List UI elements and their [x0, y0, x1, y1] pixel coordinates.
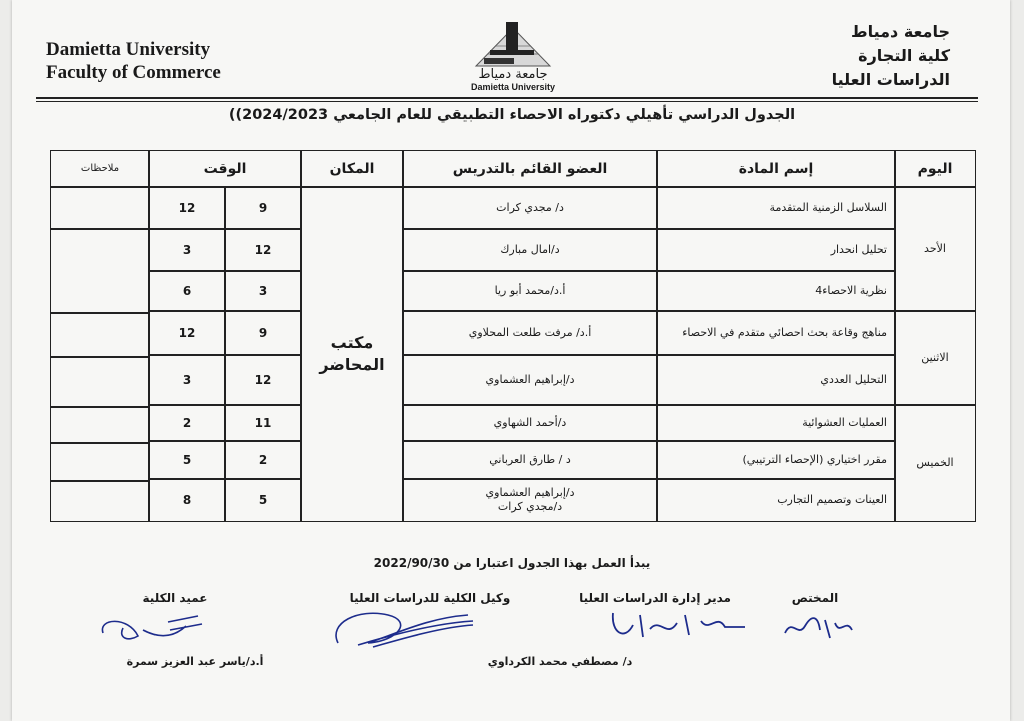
notes-cell — [50, 356, 150, 408]
specialist-title: المختص — [791, 591, 839, 605]
time-to-cell: 3 — [148, 228, 226, 272]
subject-cell: العمليات العشوائية — [656, 404, 896, 442]
subject-cell: العينات وتصميم التجارب — [656, 478, 896, 522]
header-time: الوقت — [148, 150, 302, 188]
dean-signature-icon — [98, 608, 208, 648]
instructor-cell: د / طارق العرباني — [402, 440, 658, 480]
vice-dean-signature-icon — [328, 603, 478, 653]
notes-cell — [50, 228, 150, 314]
faculty-name-ar: كلية التجارة — [858, 46, 950, 65]
day-cell-thursday: الخميس — [894, 404, 976, 522]
time-from-cell: 2 — [224, 440, 302, 480]
header-notes — [50, 150, 150, 188]
instructor-name: د/إبراهيم العشماوي — [485, 486, 575, 499]
dean-title: عميد الكلية — [142, 591, 208, 605]
schedule-table — [50, 150, 976, 522]
time-to-cell: 12 — [148, 186, 226, 230]
logo-text-ar: جامعة دمياط — [478, 67, 548, 82]
header-notes-label: ملاحظات — [80, 163, 120, 174]
day-cell-monday: الاثنين — [894, 310, 976, 406]
time-from-cell: 11 — [224, 404, 302, 442]
notes-cell — [50, 312, 150, 358]
time-from-cell: 9 — [224, 186, 302, 230]
header-divider — [36, 97, 978, 99]
arabic-header — [832, 20, 950, 92]
subject-cell: مقرر اختياري (الإحصاء الترتيبي) — [656, 440, 896, 480]
university-logo — [458, 18, 568, 96]
time-from-cell: 3 — [224, 270, 302, 312]
instructor-cell: أ.د/محمد أبو ريا — [402, 270, 658, 312]
schedule-title: الجدول الدراسي تأهيلي دكتوراه الاحصاء التطبيقي للعام الجامعي 2024/2023)) — [228, 107, 796, 123]
header-subject: إسم المادة — [656, 150, 896, 188]
university-name-en: Damietta University — [46, 39, 211, 60]
vice-dean-name: د/ مصطفي محمد الكرداوي — [487, 655, 633, 668]
header-location: المكان — [300, 150, 404, 188]
subject-cell: التحليل العددي — [656, 354, 896, 406]
location-line-2: المحاضر — [319, 355, 385, 374]
logo-emblem-icon — [468, 18, 558, 68]
subject-cell: نظرية الاحصاء4 — [656, 270, 896, 312]
time-from-cell: 5 — [224, 478, 302, 522]
time-to-cell: 12 — [148, 310, 226, 356]
director-title: مدير إدارة الدراسات العليا — [579, 591, 731, 605]
location-line-1: مكتب — [330, 333, 374, 352]
time-to-cell: 6 — [148, 270, 226, 312]
university-name-ar: جامعة دمياط — [850, 22, 950, 41]
instructor-name-2: د/مجدي كرات — [497, 500, 563, 513]
notes-cell — [50, 406, 150, 444]
notes-cell — [50, 480, 150, 522]
logo-text-en: Damietta University — [470, 82, 556, 92]
time-to-cell: 3 — [148, 354, 226, 406]
english-header — [46, 38, 221, 84]
vice-dean-title: وكيل الكلية للدراسات العليا — [349, 591, 511, 605]
director-signature-icon — [605, 603, 755, 648]
instructor-cell: أ.د/ مرفت طلعت المحلاوي — [402, 310, 658, 356]
dean-name: أ.د/ياسر عبد العزيز سمرة — [126, 655, 264, 668]
instructor-cell: د/امال مبارك — [402, 228, 658, 272]
specialist-signature-icon — [780, 608, 860, 648]
time-from-cell: 12 — [224, 354, 302, 406]
department-name-ar: الدراسات العليا — [831, 70, 950, 89]
faculty-name-en: Faculty of Commerce — [46, 62, 221, 83]
instructor-cell: د/إبراهيم العشماوي — [402, 354, 658, 406]
day-cell-sunday: الأحد — [894, 186, 976, 312]
notes-cell — [50, 442, 150, 482]
subject-cell: السلاسل الزمنية المتقدمة — [656, 186, 896, 230]
header-day: اليوم — [894, 150, 976, 188]
start-date-note: يبدأ العمل بهذا الجدول اعتبارا من 2022/90/30 — [373, 556, 651, 570]
header-divider-thin — [36, 101, 978, 102]
time-from-cell: 9 — [224, 310, 302, 356]
subject-cell: تحليل انحدار — [656, 228, 896, 272]
instructor-cell: د/أحمد الشهاوي — [402, 404, 658, 442]
instructor-cell — [402, 478, 658, 522]
header-instructor: العضو القائم بالتدريس — [402, 150, 658, 188]
subject-cell: مناهج وقاعة بحث احصائي متقدم في الاحصاء — [656, 310, 896, 356]
time-to-cell: 2 — [148, 404, 226, 442]
time-from-cell: 12 — [224, 228, 302, 272]
time-to-cell: 8 — [148, 478, 226, 522]
location-cell — [300, 186, 404, 522]
notes-cell — [50, 186, 150, 230]
time-to-cell: 5 — [148, 440, 226, 480]
instructor-cell: د/ مجدي كرات — [402, 186, 658, 230]
